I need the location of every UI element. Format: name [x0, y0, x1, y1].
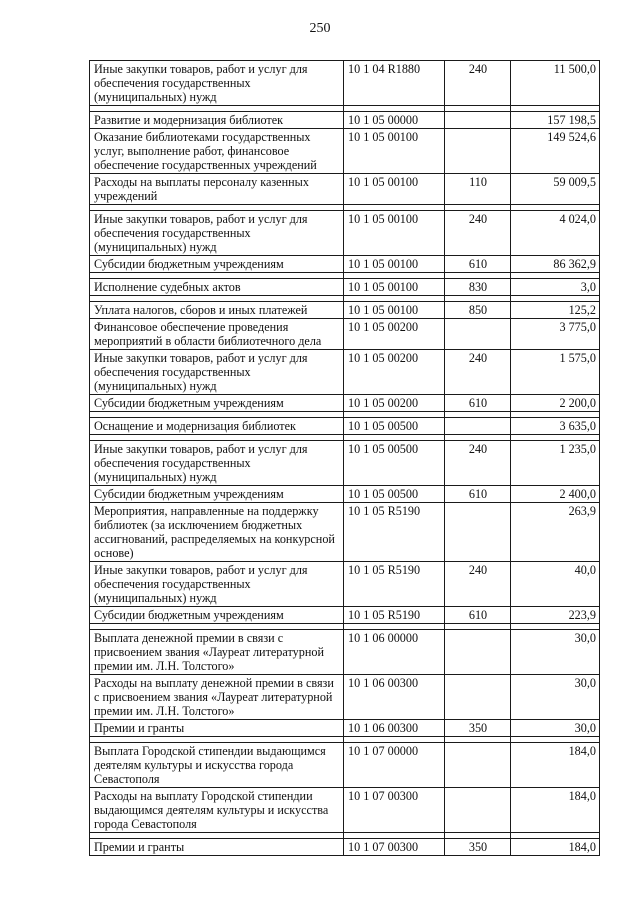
row-name-cell: Мероприятия, направленные на поддержку библиотек (за исключением бюджетных ассигнований, распределяемых на конкурсной основе) — [90, 503, 344, 562]
row-code-cell: 10 1 04 R1880 — [344, 61, 445, 106]
page-number: 250 — [309, 21, 331, 36]
table-row — [90, 61, 600, 106]
row-sum-cell: 157 198,5 — [511, 112, 600, 129]
row-code-cell: 10 1 05 R5190 — [344, 607, 445, 624]
table-row — [90, 562, 600, 607]
row-name-cell: Иные закупки товаров, работ и услуг для обеспечения государственных (муниципальных) нужд — [90, 61, 344, 106]
row-vr-cell: 610 — [445, 486, 511, 503]
row-name-cell: Субсидии бюджетным учреждениям — [90, 486, 344, 503]
row-code-cell: 10 1 05 00100 — [344, 129, 445, 174]
table-row — [90, 395, 600, 412]
row-code-cell: 10 1 07 00000 — [344, 743, 445, 788]
row-vr-cell — [445, 788, 511, 833]
table-row — [90, 418, 600, 435]
row-vr-cell — [445, 503, 511, 562]
row-name-cell: Премии и гранты — [90, 839, 344, 856]
row-sum-cell: 149 524,6 — [511, 129, 600, 174]
row-code-cell: 10 1 06 00000 — [344, 630, 445, 675]
row-vr-cell: 240 — [445, 211, 511, 256]
row-code-cell: 10 1 05 R5190 — [344, 562, 445, 607]
row-code-cell: 10 1 05 00100 — [344, 302, 445, 319]
row-code-cell: 10 1 07 00300 — [344, 788, 445, 833]
table-row — [90, 607, 600, 624]
row-name-cell: Финансовое обеспечение проведения мероприятий в области библиотечного дела — [90, 319, 344, 350]
row-sum-cell: 263,9 — [511, 503, 600, 562]
row-name-cell: Иные закупки товаров, работ и услуг для обеспечения государственных (муниципальных) нужд — [90, 441, 344, 486]
row-vr-cell — [445, 630, 511, 675]
row-name-cell: Иные закупки товаров, работ и услуг для обеспечения государственных (муниципальных) нужд — [90, 562, 344, 607]
table-row — [90, 129, 600, 174]
row-code-cell: 10 1 06 00300 — [344, 675, 445, 720]
table-row — [90, 350, 600, 395]
row-name-cell: Развитие и модернизация библиотек — [90, 112, 344, 129]
row-vr-cell: 830 — [445, 279, 511, 296]
row-sum-cell: 3 635,0 — [511, 418, 600, 435]
table-row — [90, 211, 600, 256]
row-sum-cell: 223,9 — [511, 607, 600, 624]
row-code-cell: 10 1 05 00200 — [344, 319, 445, 350]
row-vr-cell: 110 — [445, 174, 511, 205]
row-name-cell: Оснащение и модернизация библиотек — [90, 418, 344, 435]
row-vr-cell — [445, 319, 511, 350]
row-name-cell: Расходы на выплату Городской стипендии выдающимся деятелям культуры и искусства города Севастополя — [90, 788, 344, 833]
row-name-cell: Исполнение судебных актов — [90, 279, 344, 296]
table-row — [90, 675, 600, 720]
row-sum-cell: 86 362,9 — [511, 256, 600, 273]
table-row — [90, 788, 600, 833]
row-sum-cell: 184,0 — [511, 839, 600, 856]
row-sum-cell: 30,0 — [511, 630, 600, 675]
row-sum-cell: 4 024,0 — [511, 211, 600, 256]
row-code-cell: 10 1 05 00100 — [344, 174, 445, 205]
row-name-cell: Иные закупки товаров, работ и услуг для обеспечения государственных (муниципальных) нужд — [90, 211, 344, 256]
table-row — [90, 720, 600, 737]
row-code-cell: 10 1 05 00100 — [344, 279, 445, 296]
budget-table — [89, 60, 600, 856]
row-vr-cell: 240 — [445, 61, 511, 106]
row-vr-cell — [445, 418, 511, 435]
table-row — [90, 256, 600, 273]
row-vr-cell — [445, 112, 511, 129]
table-row — [90, 441, 600, 486]
row-sum-cell: 30,0 — [511, 675, 600, 720]
row-sum-cell: 2 200,0 — [511, 395, 600, 412]
row-name-cell: Премии и гранты — [90, 720, 344, 737]
row-sum-cell: 40,0 — [511, 562, 600, 607]
table-row — [90, 743, 600, 788]
row-code-cell: 10 1 05 00500 — [344, 486, 445, 503]
row-sum-cell: 1 235,0 — [511, 441, 600, 486]
row-vr-cell: 610 — [445, 256, 511, 273]
budget-table-body — [90, 61, 600, 856]
row-name-cell: Уплата налогов, сборов и иных платежей — [90, 302, 344, 319]
row-code-cell: 10 1 05 00500 — [344, 418, 445, 435]
row-name-cell: Расходы на выплату денежной премии в связи с присвоением звания «Лауреат литературной премии им. Л.Н. Толстого» — [90, 675, 344, 720]
row-name-cell: Оказание библиотеками государственных услуг, выполнение работ, финансовое обеспечение государственных учреждений — [90, 129, 344, 174]
table-row — [90, 279, 600, 296]
row-sum-cell: 30,0 — [511, 720, 600, 737]
row-sum-cell: 125,2 — [511, 302, 600, 319]
row-vr-cell — [445, 675, 511, 720]
row-code-cell: 10 1 05 00200 — [344, 350, 445, 395]
table-row — [90, 486, 600, 503]
table-row — [90, 302, 600, 319]
row-sum-cell: 2 400,0 — [511, 486, 600, 503]
table-row — [90, 839, 600, 856]
row-code-cell: 10 1 06 00300 — [344, 720, 445, 737]
row-name-cell: Субсидии бюджетным учреждениям — [90, 607, 344, 624]
row-code-cell: 10 1 05 00500 — [344, 441, 445, 486]
row-name-cell: Иные закупки товаров, работ и услуг для обеспечения государственных (муниципальных) нужд — [90, 350, 344, 395]
row-vr-cell: 350 — [445, 720, 511, 737]
row-code-cell: 10 1 05 00200 — [344, 395, 445, 412]
row-code-cell: 10 1 05 00000 — [344, 112, 445, 129]
row-vr-cell — [445, 129, 511, 174]
row-name-cell: Выплата Городской стипендии выдающимся деятелям культуры и искусства города Севастополя — [90, 743, 344, 788]
table-row — [90, 112, 600, 129]
row-sum-cell: 184,0 — [511, 743, 600, 788]
row-vr-cell: 240 — [445, 350, 511, 395]
row-name-cell: Субсидии бюджетным учреждениям — [90, 256, 344, 273]
row-sum-cell: 3,0 — [511, 279, 600, 296]
row-sum-cell: 3 775,0 — [511, 319, 600, 350]
table-row — [90, 503, 600, 562]
row-vr-cell: 350 — [445, 839, 511, 856]
row-name-cell: Расходы на выплаты персоналу казенных учреждений — [90, 174, 344, 205]
row-code-cell: 10 1 07 00300 — [344, 839, 445, 856]
row-name-cell: Субсидии бюджетным учреждениям — [90, 395, 344, 412]
table-row — [90, 630, 600, 675]
row-vr-cell: 240 — [445, 441, 511, 486]
row-sum-cell: 11 500,0 — [511, 61, 600, 106]
row-code-cell: 10 1 05 00100 — [344, 256, 445, 273]
row-sum-cell: 1 575,0 — [511, 350, 600, 395]
row-vr-cell: 240 — [445, 562, 511, 607]
row-vr-cell: 610 — [445, 395, 511, 412]
row-vr-cell: 850 — [445, 302, 511, 319]
row-code-cell: 10 1 05 R5190 — [344, 503, 445, 562]
row-sum-cell: 184,0 — [511, 788, 600, 833]
row-vr-cell: 610 — [445, 607, 511, 624]
row-sum-cell: 59 009,5 — [511, 174, 600, 205]
row-vr-cell — [445, 743, 511, 788]
row-code-cell: 10 1 05 00100 — [344, 211, 445, 256]
table-row — [90, 174, 600, 205]
row-name-cell: Выплата денежной премии в связи с присвоением звания «Лауреат литературной премии им. Л.Н. Толстого» — [90, 630, 344, 675]
table-row — [90, 319, 600, 350]
